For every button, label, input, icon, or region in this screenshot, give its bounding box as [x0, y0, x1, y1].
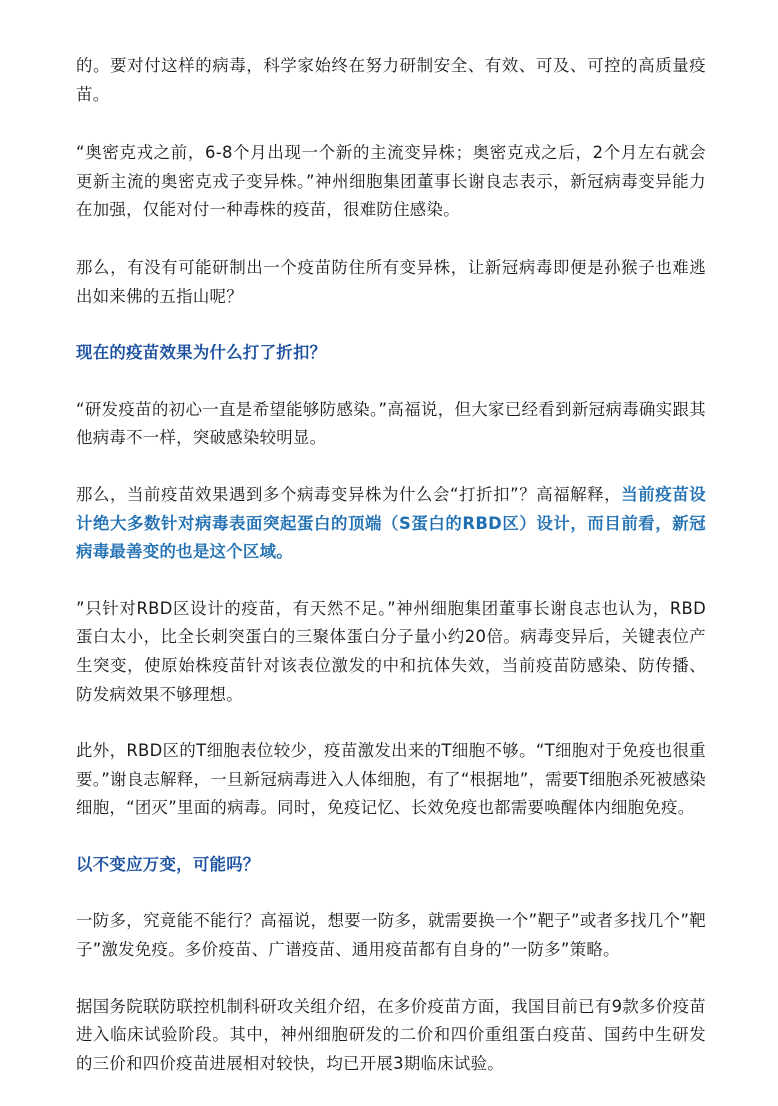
paragraph-text: 那么，当前疫苗效果遇到多个病毒变异株为什么会“打折扣”？高福解释， — [76, 484, 622, 504]
highlighted-text: 当前疫苗设计绝大多数针对病毒表面突起蛋白的顶端（S蛋白的RBD区）设计，而目前看，新冠病毒最善变的也是这个区域。 — [76, 484, 706, 562]
article-body — [76, 52, 706, 1106]
paragraph: ”只针对RBD区设计的疫苗，有天然不足。”神州细胞集团董事长谢良志也认为，RBD蛋白太小，比全长刺突蛋白的三聚体蛋白分子量小约20倍。病毒变异后，关键表位产生突变，使原始株疫苗针对该表位激发的中和抗体失效，当前疫苗防感染、防传播、防发病效果不够理想。 — [76, 598, 706, 704]
paragraph: 的。要对付这样的病毒，科学家始终在努力研制安全、有效、可及、可控的高质量疫苗。 — [76, 56, 706, 104]
paragraph: “研发疫苗的初心一直是希望能够防感染。”高福说，但大家已经看到新冠病毒确实跟其他病毒不一样，突破感染较明显。 — [76, 399, 706, 448]
paragraph-with-highlight — [76, 481, 706, 567]
section-heading: 现在的疫苗效果为什么打了折扣？ — [76, 343, 327, 363]
paragraph: “奥密克戎之前，6-8个月出现一个新的主流变异株；奥密克戎之后，2个月左右就会更新主流的奥密克戎子变异株。”神州细胞集团董事长谢良志表示，新冠病毒变异能力在加强，仅能对付一种毒株的疫苗，很难防住感染。 — [76, 143, 706, 220]
paragraph: 一防多，究竟能不能行？高福说，想要一防多，就需要换一个”靶子”或者多找几个”靶子”激发免疫。多价疫苗、广谱疫苗、通用疫苗都有自身的”一防多”策略。 — [76, 911, 706, 960]
section-heading: 以不变应万变，可能吗？ — [76, 854, 260, 874]
paragraph: 据国务院联防联控机制科研攻关组介绍，在多价疫苗方面，我国目前已有9款多价疫苗进入临床试验阶段。其中，神州细胞研发的二价和四价重组蛋白疫苗、国药中生研发的三价和四价疫苗进展相对较快，均已开展3期临床试验。 — [76, 996, 706, 1073]
paragraph: 此外，RBD区的T细胞表位较少，疫苗激发出来的T细胞不够。“T细胞对于免疫也很重要。”谢良志解释，一旦新冠病毒进入人体细胞，有了“根据地”，需要T细胞杀死被感染细胞，“团灭”里面的病毒。同时，免疫记忆、长效免疫也都需要唤醒体内细胞免疫。 — [76, 741, 706, 818]
paragraph: 那么，有没有可能研制出一个疫苗防住所有变异株，让新冠病毒即便是孙猴子也难逃出如来佛的五指山呢？ — [76, 257, 706, 306]
